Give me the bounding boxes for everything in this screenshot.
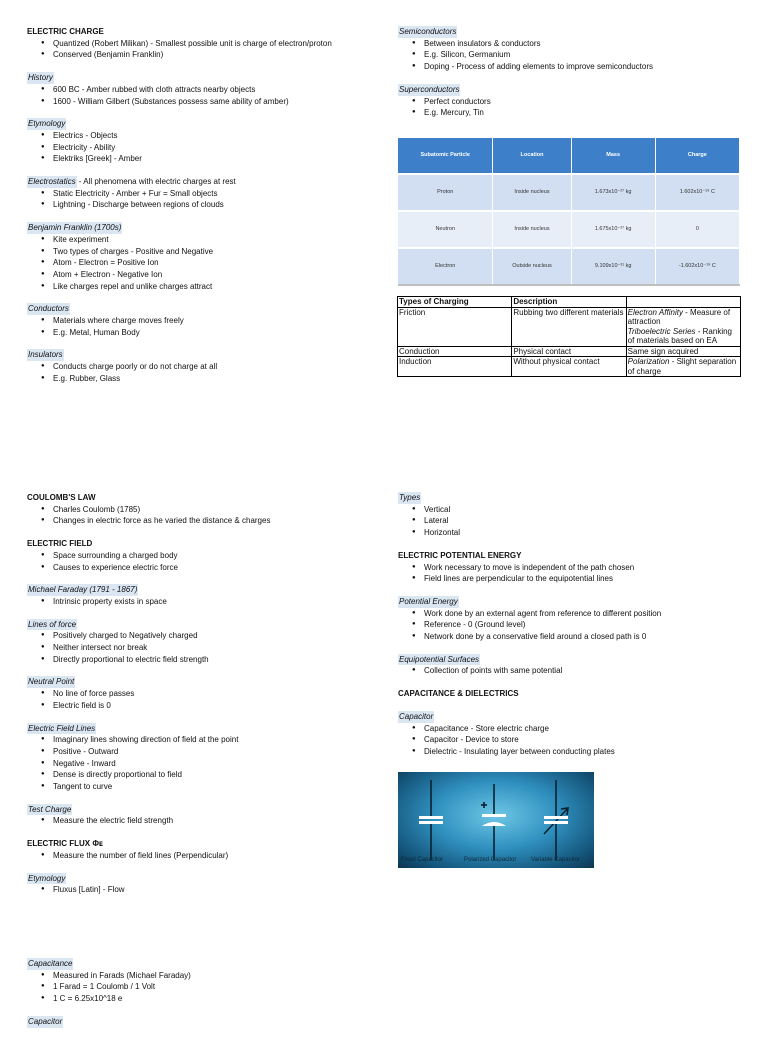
subsection-heading: History (28, 73, 53, 83)
table-cell: Without physical contact (512, 357, 626, 377)
bullet-list (27, 734, 367, 793)
capacitor-symbols-icon (398, 772, 594, 868)
note-section (27, 676, 367, 711)
table-row (398, 307, 741, 346)
table-row (398, 211, 740, 248)
list-item: ● Network done by a conservative field around a closed path is 0 (424, 631, 738, 643)
list-item: ● Positive - Outward (53, 746, 367, 758)
list-item: ● Charles Coulomb (1785) (53, 504, 367, 516)
section-title-line (398, 711, 738, 723)
list-item: ● Space surrounding a charged body (53, 550, 367, 562)
note-section (27, 26, 367, 61)
fixed-capacitor-label: Fixed Capacitor (401, 857, 444, 864)
section-title-line (27, 349, 367, 361)
section-title-line (27, 873, 367, 885)
bullet-list (398, 608, 738, 643)
list-item: ● Vertical (424, 504, 738, 516)
bullet-list (27, 884, 367, 896)
section-title-line (27, 492, 367, 504)
section-heading: ELECTRIC FIELD (27, 539, 93, 549)
note-section (398, 492, 738, 539)
list-item: ● Directly proportional to electric field strength (53, 654, 367, 666)
list-item: ● 1 Farad = 1 Coulomb / 1 Volt (53, 981, 367, 993)
section-title-line (398, 596, 738, 608)
list-item: ● E.g. Metal, Human Body (53, 327, 367, 339)
section-title-line (27, 958, 367, 970)
bullet-list (27, 38, 367, 61)
bullet-list (27, 84, 367, 107)
list-item: ● Capacitance - Store electric charge (424, 723, 738, 735)
list-item: ● Electricity - Ability (53, 142, 367, 154)
table-row (398, 248, 740, 285)
note-section (27, 723, 367, 793)
charging-types-table (397, 296, 741, 377)
subsection-heading: Equipotential Surfaces (399, 654, 480, 664)
list-item: ● E.g. Silicon, Germanium (424, 49, 738, 61)
list-item: ● Neither intersect nor break (53, 642, 367, 654)
note-term: Triboelectric Series (627, 326, 696, 336)
subsection-heading: Semiconductors (399, 27, 457, 36)
section-heading: COULOMB'S LAW (27, 493, 96, 502)
list-item: ● Perfect conductors (424, 96, 738, 108)
table-header: Types of Charging (398, 297, 512, 308)
polarized-capacitor-label: Polarized Capacitor (464, 857, 517, 864)
section-title-line (27, 723, 367, 735)
section-title-line (398, 654, 738, 666)
subsection-heading: Conductors (28, 304, 69, 314)
subsection-heading: Michael Faraday (1791 - 1867) (28, 585, 138, 595)
bullet-list (27, 596, 367, 608)
table-header: Charge (655, 138, 739, 174)
list-item: ● Collection of points with same potential (424, 665, 738, 677)
note-text: - Ranking of materials based on EA (627, 326, 732, 345)
left-column-top (27, 26, 367, 396)
subsection-heading: Electrostatics (28, 177, 76, 187)
list-item: ● 600 BC - Amber rubbed with cloth attracts nearby objects (53, 84, 367, 96)
note-section (27, 584, 367, 607)
note-section (398, 688, 738, 700)
subsection-suffix: - All phenomena with electric charges at rest (76, 177, 236, 187)
note-section (27, 838, 367, 861)
table-header (626, 297, 740, 308)
list-item: ● E.g. Rubber, Glass (53, 373, 367, 385)
subsection-heading: Etymology (28, 119, 66, 129)
table-cell (626, 357, 740, 377)
subsection-heading: Neutral Point (28, 677, 75, 687)
bullet-list (27, 234, 367, 293)
section-title-line (27, 303, 367, 315)
right-column-bottom (398, 492, 738, 769)
section-title-line (27, 26, 367, 38)
section-heading: ELECTRIC FLUX Φᴇ (27, 839, 103, 849)
table-cell: Proton (398, 174, 493, 211)
list-item: ● 1 C = 6.25x10^18 e (53, 993, 367, 1005)
list-item: ● Atom - Electron = Positive Ion (53, 257, 367, 269)
bullet-list (27, 815, 367, 827)
list-item: ● Measure the electric field strength (53, 815, 367, 827)
table-cell (626, 307, 740, 346)
bullet-list (398, 96, 738, 119)
note-section (27, 222, 367, 292)
subsection-heading: Lines of force (28, 619, 77, 629)
list-item: ● Electric field is 0 (53, 700, 367, 712)
capacitor-symbols-image (398, 772, 594, 868)
note-section (27, 538, 367, 573)
note-text: - Measure of attraction (627, 307, 731, 326)
section-heading: ELECTRIC POTENTIAL ENERGY (398, 550, 522, 560)
list-item: ● Imaginary lines showing direction of field at the point (53, 734, 367, 746)
section-title-line (27, 222, 367, 234)
bullet-list (27, 188, 367, 211)
list-item: ● Conducts charge poorly or do not charge at all (53, 361, 367, 373)
note-section (27, 118, 367, 165)
section-heading: CAPACITANCE & DIELECTRICS (398, 689, 519, 699)
note-section (27, 958, 367, 1005)
table-cell: Physical contact (512, 346, 626, 357)
table-cell: Outside nucleus (493, 248, 571, 285)
note-section (398, 654, 738, 677)
section-title-line (27, 619, 367, 631)
subatomic-particle-table (398, 138, 740, 286)
section-title-line (27, 1016, 367, 1028)
list-item: ● E.g. Mercury, Tin (424, 107, 738, 119)
bullet-list (27, 130, 367, 165)
table-cell: 1.602x10⁻¹⁹ C (655, 174, 739, 211)
table-cell: Friction (398, 307, 512, 346)
subsection-heading: Insulators (28, 350, 63, 360)
bullet-list (398, 38, 738, 73)
bullet-list (27, 550, 367, 573)
charging-types-table-wrapper (397, 296, 741, 377)
list-item: ● Kite experiment (53, 234, 367, 246)
table-cell: Rubbing two different materials (512, 307, 626, 346)
list-item: ● Negative - Inward (53, 758, 367, 770)
list-item: ● Quantized (Robert Milikan) - Smallest possible unit is charge of electron/proton (53, 38, 367, 50)
list-item: ● Atom + Electron - Negative Ion (53, 269, 367, 281)
list-item: ● Conserved (Benjamin Franklin) (53, 49, 367, 61)
table-row (398, 174, 740, 211)
section-heading: ELECTRIC CHARGE (27, 27, 104, 36)
right-column-top (398, 26, 738, 130)
subsection-heading: Test Charge (28, 804, 72, 814)
table-cell: Inside nucleus (493, 211, 571, 248)
section-title-line (398, 26, 738, 38)
note-section (398, 596, 738, 643)
note-term: Polarization (627, 357, 670, 366)
section-title-line (398, 688, 738, 700)
bullet-list (398, 562, 738, 585)
list-item: ● Measured in Farads (Michael Faraday) (53, 970, 367, 982)
bullet-list (27, 315, 367, 338)
subsection-heading: Potential Energy (399, 596, 458, 606)
list-item: ● Changes in electric force as he varied the distance & charges (53, 515, 367, 527)
note-term: Electron Affinity (627, 307, 683, 317)
subsection-heading: Capacitor (28, 1016, 63, 1026)
note-section (27, 619, 367, 666)
list-item: ● Between insulators & conductors (424, 38, 738, 50)
list-item: ● Positively charged to Negatively charged (53, 630, 367, 642)
table-cell: 1.675x10⁻²⁷ kg (571, 211, 655, 248)
note-section (27, 72, 367, 107)
table-cell: 1.673x10⁻²⁷ kg (571, 174, 655, 211)
left-column-bottom (27, 492, 367, 907)
table-header: Description (512, 297, 626, 308)
table-cell: Inside nucleus (493, 174, 571, 211)
list-item: ● Dense is directly proportional to field (53, 769, 367, 781)
list-item: ● Causes to experience electric force (53, 562, 367, 574)
note-section (27, 492, 367, 527)
note-text: - Slight separation of charge (627, 357, 737, 376)
list-item: ● Horizontal (424, 527, 738, 539)
list-item: ● Electrics - Objects (53, 130, 367, 142)
list-item: ● Two types of charges - Positive and Negative (53, 246, 367, 258)
subatomic-particle-table-image (398, 138, 740, 286)
section-title-line (27, 804, 367, 816)
note-section (398, 26, 738, 73)
note-section (398, 550, 738, 585)
list-item: ● No line of force passes (53, 688, 367, 700)
table-header: Mass (571, 138, 655, 174)
table-header: Location (493, 138, 571, 174)
note-section (398, 711, 738, 758)
bullet-list (27, 850, 367, 862)
list-item: ● Capacitor - Device to store (424, 734, 738, 746)
note-section (27, 1016, 367, 1028)
subsection-heading: Benjamin Franklin (1700s) (28, 223, 122, 233)
table-cell: Electron (398, 248, 493, 285)
list-item: ● Lateral (424, 515, 738, 527)
bullet-list (398, 504, 738, 539)
table-cell: Conduction (398, 346, 512, 357)
list-item: ● Dielectric - Insulating layer between conducting plates (424, 746, 738, 758)
bullet-list (398, 665, 738, 677)
table-cell: Neutron (398, 211, 493, 248)
table-cell: Same sign acquired (626, 346, 740, 357)
note-section (27, 349, 367, 384)
bullet-list (27, 361, 367, 384)
bullet-list (27, 504, 367, 527)
subsection-heading: Capacitor (399, 711, 434, 721)
list-item: ● Tangent to curve (53, 781, 367, 793)
table-cell: 0 (655, 211, 739, 248)
list-item: ● Static Electricity - Amber + Fur = Small objects (53, 188, 367, 200)
section-title-line (27, 118, 367, 130)
section-title-line (398, 492, 738, 504)
table-cell: 9.109x10⁻³¹ kg (571, 248, 655, 285)
list-item: ● Doping - Process of adding elements to improve semiconductors (424, 61, 738, 73)
subsection-heading: Etymology (28, 873, 66, 883)
table-cell: -1.602x10⁻¹⁹ C (655, 248, 739, 285)
list-item: ● Fluxus [Latin] - Flow (53, 884, 367, 896)
bullet-list (398, 723, 738, 758)
list-item: ● Materials where charge moves freely (53, 315, 367, 327)
list-item: ● 1600 - William Gilbert (Substances possess same ability of amber) (53, 96, 367, 108)
list-item: ● Work necessary to move is independent of the path chosen (424, 562, 738, 574)
list-item: ● Reference - 0 (Ground level) (424, 619, 738, 631)
section-title-line (27, 538, 367, 550)
list-item: ● Like charges repel and unlike charges attract (53, 281, 367, 293)
list-item: ● Intrinsic property exists in space (53, 596, 367, 608)
section-title-line (27, 584, 367, 596)
table-row (398, 346, 741, 357)
table-cell: Induction (398, 357, 512, 377)
note-section (27, 873, 367, 896)
section-title-line (27, 72, 367, 84)
subsection-heading: Types (399, 493, 421, 502)
section-title-line (398, 550, 738, 562)
subsection-heading: Superconductors (399, 84, 460, 94)
bullet-list (27, 970, 367, 1005)
table-header: Subatomic Particle (398, 138, 493, 174)
note-section (27, 303, 367, 338)
section-title-line (398, 84, 738, 96)
list-item: ● Measure the number of field lines (Perpendicular) (53, 850, 367, 862)
bullet-list (27, 688, 367, 711)
note-section (27, 804, 367, 827)
section-title-line (27, 838, 367, 850)
subsection-heading: Capacitance (28, 959, 73, 968)
variable-capacitor-label: Variable Capacitor (531, 857, 580, 864)
list-item: ● Work done by an external agent from reference to different position (424, 608, 738, 620)
list-item: ● Field lines are perpendicular to the equipotential lines (424, 573, 738, 585)
subsection-heading: Electric Field Lines (28, 723, 96, 733)
list-item: ● Lightning - Discharge between regions of clouds (53, 199, 367, 211)
note-section (27, 176, 367, 211)
section-title-line (27, 176, 367, 188)
list-item: ● Elektriks [Greek] - Amber (53, 153, 367, 165)
left-column-footer (27, 958, 367, 1039)
table-row (398, 357, 741, 377)
bullet-list (27, 630, 367, 665)
note-section (398, 84, 738, 119)
section-title-line (27, 676, 367, 688)
